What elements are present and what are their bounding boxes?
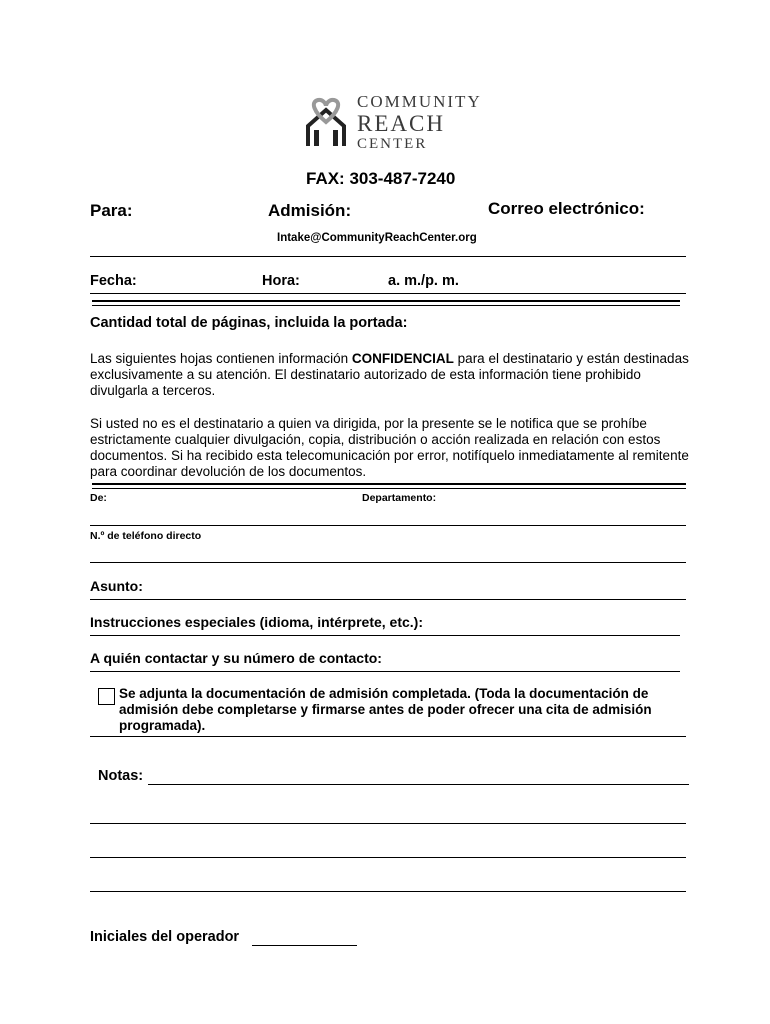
admision-label: Admisión:: [268, 201, 352, 220]
asunto-input-line[interactable]: [90, 599, 686, 600]
ampm-label: a. m./p. m.: [388, 273, 459, 289]
divider-double: [92, 483, 686, 485]
contacto-input-line[interactable]: [90, 671, 680, 672]
asunto-label: Asunto:: [90, 578, 143, 594]
logo-line-reach: REACH: [357, 111, 445, 136]
misdirected-notice: Si usted no es el destinatario a quien va dirigida, por la presente se le notifica que se prohíbe estrictamente cualquier divulgación, copia, distribución o acción realizada en relación con estos documentos. Si ha recibido esta telecomunicación por error, notifíquelo inmediatamente al remitente para coordinar devolución de los documentos.: [90, 416, 689, 479]
intake-docs-checkbox-label: Se adjunta la documentación de admisión completada. (Toda la documentación de admisión debe completarse y firmarse antes de poder ofrecer una cita de admisión programada).: [119, 686, 652, 733]
logo-line-center: CENTER: [357, 136, 428, 152]
divider-double: [92, 305, 680, 306]
fax-number: FAX: 303-487-7240: [306, 169, 456, 188]
departamento-label: Departamento:: [362, 492, 437, 504]
notas-input-line[interactable]: [90, 823, 686, 824]
instrucciones-input-line[interactable]: [90, 635, 680, 636]
intake-email: Intake@CommunityReachCenter.org: [277, 232, 477, 244]
notice-text: para el destinatario y están destinadas exclusivamente a su atención. El destinatario autorizado de esta información tiene prohibido divulgarla a terceros.: [90, 351, 689, 398]
notas-input-line[interactable]: [90, 857, 686, 858]
instrucciones-label: Instrucciones especiales (idioma, intérprete, etc.):: [90, 614, 423, 630]
divider: [90, 256, 686, 257]
hora-label: Hora:: [262, 273, 300, 289]
iniciales-label: Iniciales del operador: [90, 929, 240, 945]
notas-input-line[interactable]: [90, 891, 686, 892]
confidencial-emphasis: CONFIDENCIAL: [351, 351, 454, 366]
de-label: De:: [90, 492, 107, 504]
iniciales-input-line[interactable]: [252, 945, 357, 946]
divider: [90, 736, 686, 737]
telefono-label: N.º de teléfono directo: [90, 530, 202, 542]
de-input-line[interactable]: [90, 525, 686, 526]
divider-double: [92, 300, 680, 302]
notice-text: Las siguientes hojas contienen información: [90, 351, 352, 366]
logo-wordmark: [357, 93, 482, 152]
divider: [90, 293, 686, 294]
community-reach-logo-icon: [300, 96, 352, 148]
correo-label: Correo electrónico:: [488, 199, 645, 218]
logo-line-community: COMMUNITY: [357, 92, 482, 111]
contacto-label: A quién contactar y su número de contacto:: [90, 650, 382, 666]
confidential-notice: [90, 351, 690, 399]
notas-input-line[interactable]: [148, 784, 689, 785]
para-label: Para:: [90, 201, 133, 220]
divider-double: [92, 488, 686, 489]
intake-docs-checkbox[interactable]: [98, 688, 115, 705]
fecha-label: Fecha:: [90, 273, 137, 289]
telefono-input-line[interactable]: [90, 562, 686, 563]
notas-label: Notas:: [98, 768, 144, 784]
total-pages-label: Cantidad total de páginas, incluida la portada:: [90, 315, 408, 331]
